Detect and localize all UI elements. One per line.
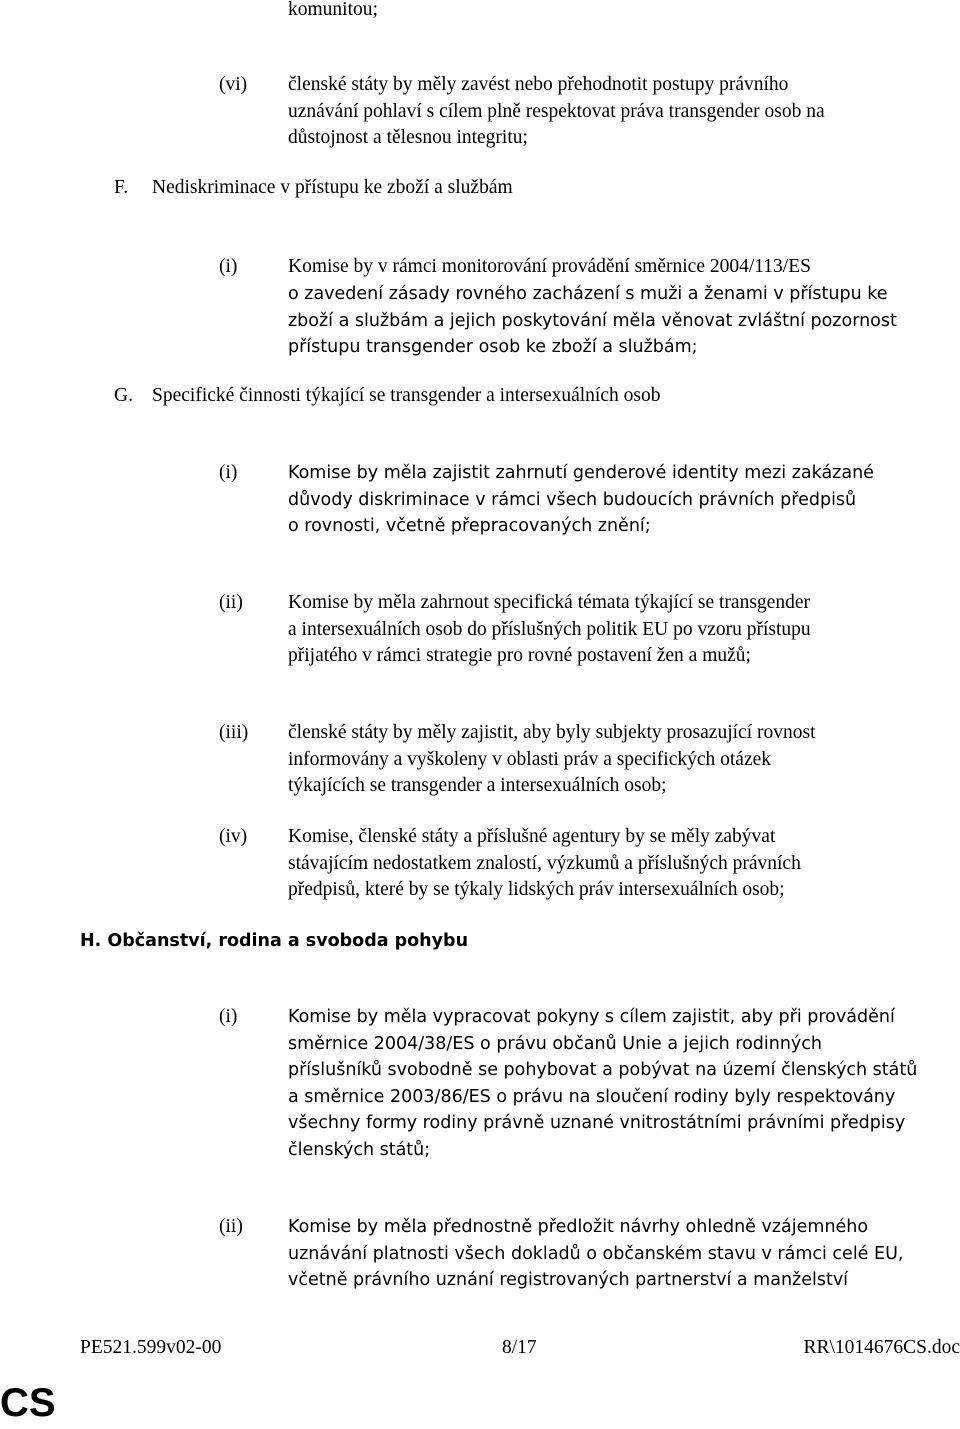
item-number: (ii): [219, 1216, 243, 1237]
item-number: (ii): [219, 592, 243, 613]
item-text: Komise, členské státy a příslušné agentury by se měly zabývat stávajícím nedostatkem znalostí, výzkumů a příslušných právních předpisů, které by se týkaly lidských práv intersexuálních osob;: [288, 826, 801, 900]
item-number: (iv): [219, 826, 248, 847]
section-letter-f: F.: [114, 177, 129, 198]
language-code: CS: [0, 1381, 56, 1425]
continuation-text: komunitou;: [288, 0, 378, 20]
item-number: (i): [219, 462, 238, 483]
item-number: (i): [219, 1006, 238, 1027]
item-number: (vi): [219, 74, 248, 95]
section-heading-g: Specifické činnosti týkající se transgender a intersexuálních osob: [152, 385, 661, 406]
item-text: členské státy by měly zajistit, aby byly subjekty prosazující rovnost informovány a vyškoleny v oblasti práv a specifických otázek týkajících se transgender a intersexuálních osob;: [288, 722, 816, 796]
item-number: (iii): [219, 722, 249, 743]
item-text-first-line: Komise by v rámci monitorování provádění směrnice 2004/113/ES: [288, 256, 811, 277]
section-heading-f: Nediskriminace v přístupu ke zboží a službám: [152, 177, 513, 198]
item-text: Komise by měla zajistit zahrnutí genderové identity mezi zakázané důvody diskriminace v rámci všech budoucích právních předpisů o rovnosti, včetně přepracovaných znění;: [288, 463, 874, 536]
item-text: Komise by měla zahrnout specifická témata týkající se transgender a intersexuálních osob do příslušných politik EU po vzoru přístupu přijatého v rámci strategie pro rovné postavení žen a mužů;: [288, 592, 811, 666]
footer-file-ref: RR\1014676CS.doc: [803, 1337, 960, 1358]
section-heading-h: H. Občanství, rodina a svoboda pohybu: [80, 931, 469, 951]
item-text: Komise by měla vypracovat pokyny s cílem zajistit, aby při provádění směrnice 2004/38/ES o právu občanů Unie a jejich rodinných příslušníků svobodně se pohybovat a pobývat na území členských států a směrnice 2003/86/ES o právu na sloučení rodiny byly respektovány všechny formy rodiny právně uznané vnitrostátními právními předpisy členských států;: [288, 1007, 918, 1160]
item-text-rest: o zavedení zásady rovného zacházení s muži a ženami v přístupu ke zboží a službám a jejich poskytování měla věnovat zvláštní pozornost přístupu transgender osob ke zboží a službám;: [288, 284, 897, 357]
footer-page-number: 8/17: [502, 1337, 537, 1358]
footer-doc-ref: PE521.599v02-00: [80, 1337, 222, 1358]
section-letter-g: G.: [114, 385, 133, 406]
item-number: (i): [219, 256, 238, 277]
item-text: Komise by měla přednostně předložit návrhy ohledně vzájemného uznávání platnosti všech dokladů o občanském stavu v rámci celé EU, včetně právního uznání registrovaných partnerství a manželství: [288, 1217, 904, 1290]
item-text: členské státy by měly zavést nebo přehodnotit postupy právního uznávání pohlaví s cílem plně respektovat práva transgender osob na důstojnost a tělesnou integritu;: [288, 74, 825, 148]
